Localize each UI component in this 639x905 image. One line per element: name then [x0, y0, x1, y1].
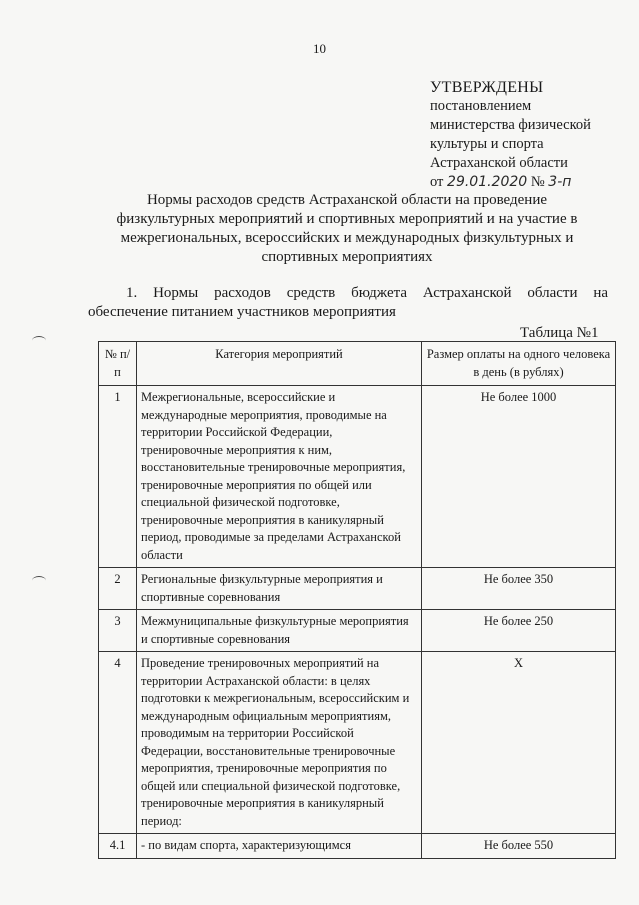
row-category: Межрегиональные, всероссийские и международные мероприятия, проводимые на территории Российской Федерации, тренировочные мероприятия к ним, восстановительные тренировочные мероприятия, тренировочные мероприятия по общей или специальной физической подготовке, тренировочные мероприятия в каникулярный период, проводимые за пределами Астраханской области	[137, 386, 422, 568]
handwritten-number: 3-п	[548, 174, 572, 190]
header-number: № п/п	[99, 342, 137, 386]
row-number: 1	[99, 386, 137, 568]
number-prefix: №	[530, 174, 545, 190]
table-row	[99, 386, 616, 568]
row-category: - по видам спорта, характеризующимся	[137, 834, 422, 859]
approval-line: постановлением	[430, 98, 532, 114]
row-number: 4.1	[99, 834, 137, 859]
table-row	[99, 610, 616, 652]
section-heading	[88, 284, 608, 322]
header-amount: Размер оплаты на одного человека в день (в рублях)	[422, 342, 616, 386]
table-row	[99, 834, 616, 859]
row-amount: Х	[422, 652, 616, 834]
row-category: Проведение тренировочных мероприятий на территории Астраханской области: в целях подготовки к межрегиональным, всероссийским и международным официальным мероприятиям, проводимым на территории Российской Федерации, восстановительные тренировочные мероприятия, тренировочные мероприятия по общей или специальной физической подготовке, тренировочные мероприятия в каникулярный период:	[137, 652, 422, 834]
table-label: Таблица №1	[520, 325, 599, 341]
date-prefix: от	[430, 174, 444, 190]
row-number: 2	[99, 568, 137, 610]
page-number: 10	[313, 41, 326, 56]
row-number: 3	[99, 610, 137, 652]
table-row	[99, 568, 616, 610]
row-amount: Не более 350	[422, 568, 616, 610]
row-amount: Не более 1000	[422, 386, 616, 568]
row-category: Межмуниципальные физкультурные мероприятия и спортивные соревнования	[137, 610, 422, 652]
approval-line: культуры и спорта	[430, 136, 544, 152]
approval-line: Астраханской области	[430, 155, 568, 171]
norms-table	[98, 341, 616, 859]
table-row	[99, 652, 616, 834]
row-category: Региональные физкультурные мероприятия и спортивные соревнования	[137, 568, 422, 610]
approval-line: министерства физической	[430, 117, 591, 133]
section-line: 1. Нормы расходов средств бюджета Астраханской области на	[126, 285, 608, 301]
section-line: обеспечение питанием участников мероприятия	[88, 304, 396, 320]
approval-block	[430, 78, 591, 192]
approval-title: УТВЕРЖДЕНЫ	[430, 79, 544, 96]
table-header-row	[99, 342, 616, 386]
header-category: Категория мероприятий	[137, 342, 422, 386]
binding-hole-mark	[32, 576, 46, 585]
handwritten-date: 29.01.2020	[447, 174, 528, 190]
approval-date-line	[430, 173, 591, 192]
binding-hole-mark	[32, 336, 46, 345]
row-amount: Не более 250	[422, 610, 616, 652]
row-number: 4	[99, 652, 137, 834]
row-amount: Не более 550	[422, 834, 616, 859]
document-title: Нормы расходов средств Астраханской области на проведение физкультурных мероприятий и спортивных мероприятий и на участие в межрегиональных, всероссийских и международных физкультурных и спортивных мероприятиях	[116, 192, 578, 265]
